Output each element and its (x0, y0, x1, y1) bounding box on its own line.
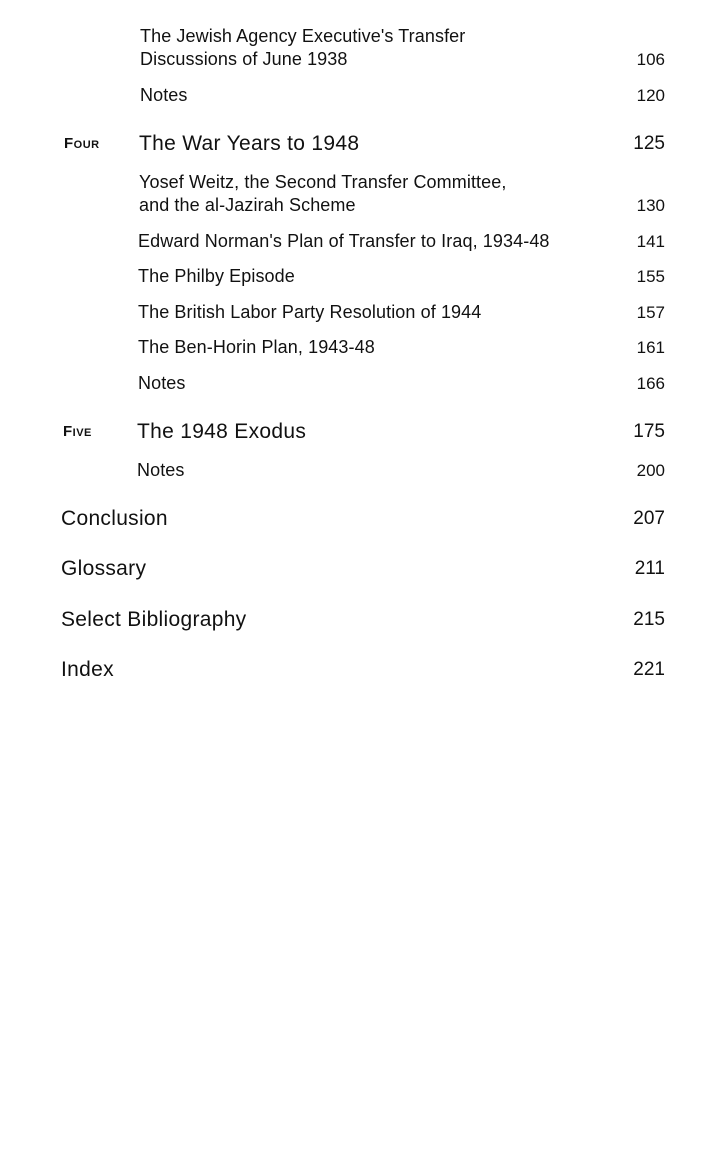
back-matter-title: Glossary (61, 557, 147, 580)
chapter-five-heading (0, 418, 727, 446)
back-matter-page: 215 (633, 609, 665, 630)
toc-entry-transfer-discussions (0, 25, 727, 75)
chapter-title: The 1948 Exodus (137, 420, 307, 443)
toc-entry-page: 161 (636, 338, 665, 357)
toc-entry-title: The British Labor Party Resolution of 1944 (138, 302, 482, 322)
toc-entry-title: The Philby Episode (138, 266, 295, 286)
toc-entry-ben-horin (0, 336, 727, 359)
toc-entry-notes (0, 459, 727, 482)
toc-entry-title-line1: Yosef Weitz, the Second Transfer Committee, (139, 172, 507, 192)
toc-entry-page: 200 (636, 461, 665, 480)
toc-entry-title-line2: and the al-Jazirah Scheme (139, 195, 356, 215)
toc-entry-page: 130 (636, 196, 665, 215)
chapter-page: 175 (633, 421, 665, 442)
toc-entry-title-line2: Discussions of June 1938 (140, 49, 348, 69)
back-matter-title: Conclusion (61, 507, 168, 530)
back-matter-page: 221 (633, 659, 665, 680)
back-matter-title: Select Bibliography (61, 608, 247, 631)
toc-select-bibliography (0, 606, 727, 634)
toc-index (0, 656, 727, 684)
back-matter-title: Index (61, 658, 114, 681)
toc-glossary (0, 555, 727, 583)
toc-entry-page: 166 (636, 374, 665, 393)
back-matter-page: 211 (634, 558, 665, 579)
toc-entry-page: 155 (636, 267, 665, 286)
toc-entry-weitz (0, 171, 727, 221)
toc-entry-labor-party (0, 301, 727, 324)
chapter-title: The War Years to 1948 (139, 132, 360, 155)
toc-entry-title: Notes (137, 460, 185, 480)
toc-entry-title: The Ben-Horin Plan, 1943-48 (138, 337, 375, 357)
toc-entry-page: 141 (636, 232, 665, 251)
toc-entry-page: 120 (636, 86, 665, 105)
toc-entry-page: 157 (636, 303, 665, 322)
toc-entry-title: Notes (138, 373, 186, 393)
chapter-label: Four (64, 135, 100, 152)
toc-entry-norman-plan (0, 230, 727, 253)
toc-conclusion (0, 505, 727, 533)
chapter-page: 125 (633, 133, 665, 154)
toc-entry-title: Edward Norman's Plan of Transfer to Iraq, 1934-48 (138, 231, 550, 251)
toc-entry-page: 106 (636, 50, 665, 69)
toc-entry-notes (0, 372, 727, 395)
chapter-four-heading (0, 130, 727, 158)
toc-entry-title-line1: The Jewish Agency Executive's Transfer (140, 26, 466, 46)
chapter-label: Five (63, 423, 92, 440)
toc-entry-philby (0, 265, 727, 288)
back-matter-page: 207 (633, 508, 665, 529)
toc-entry-notes (0, 84, 727, 107)
toc-entry-title: Notes (140, 85, 188, 105)
